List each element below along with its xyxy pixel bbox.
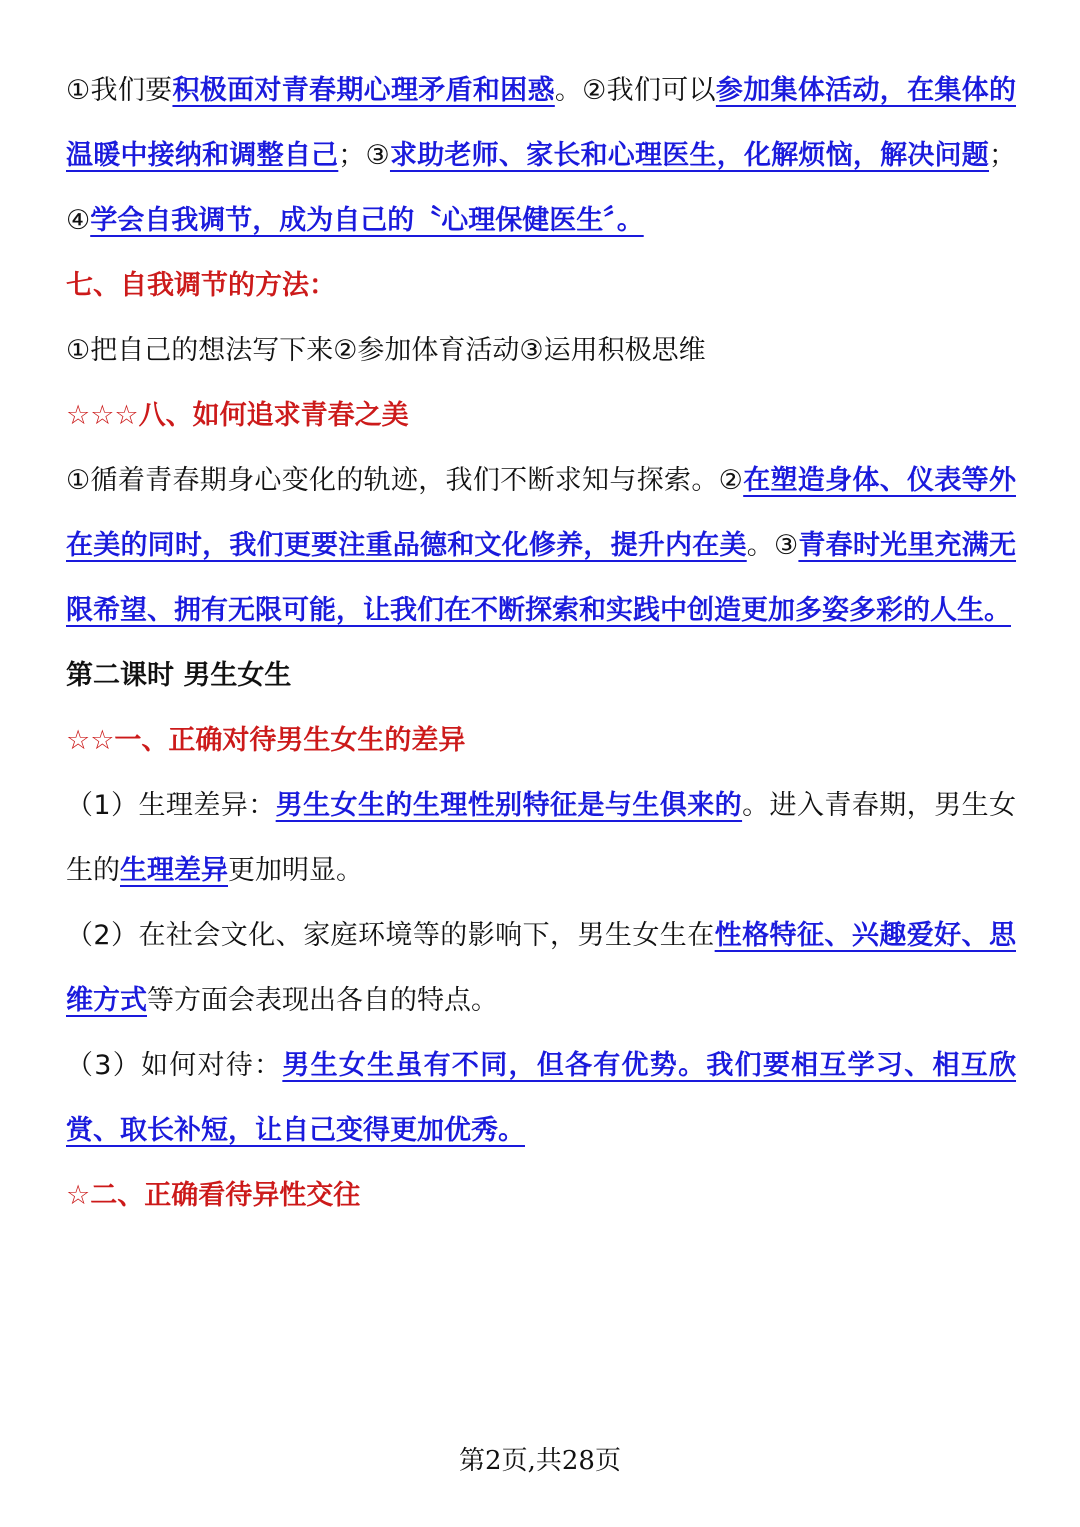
text-segment: 。②我们可以 [554, 75, 716, 106]
highlight-key-point: 求助老师、家长和心理医生，化解烦恼，解决问题 [389, 140, 990, 171]
paragraph-how-to-treat [66, 1033, 1016, 1163]
text-segment: ；④ [66, 140, 1017, 236]
text-segment: （1）生理差异： [66, 790, 276, 821]
section-heading-self-regulation: 七、自我调节的方法： [66, 270, 336, 301]
highlight-key-point: 在塑造身体、仪表等外在美的同时，我们更要注重品德和文化修养，提升内在美 [66, 465, 1016, 561]
paragraph-youth-beauty [66, 448, 1016, 643]
section-heading-youth-beauty: ☆☆☆八、如何追求青春之美 [66, 400, 409, 431]
paragraph-social-influence [66, 903, 1016, 1033]
paragraph-self-regulation-methods: ①把自己的想法写下来②参加体育活动③运用积极思维 [66, 335, 706, 366]
paragraph-physiological-differences [66, 773, 1016, 903]
text-segment: （3）如何对待： [66, 1050, 283, 1081]
highlight-key-point: 参加集体活动，在集体的温暖中接纳和调整自己 [66, 75, 1016, 171]
text-segment: 。③ [746, 530, 799, 561]
text-segment: ①我们要 [66, 75, 173, 106]
highlight-key-point: 男生女生的生理性别特征是与生俱来的 [275, 790, 743, 821]
text-segment: 。进入青春期，男生女生的 [66, 790, 1016, 886]
paragraph-psychological-conflict [66, 58, 1016, 253]
document-page [66, 58, 1016, 1228]
highlight-key-point: 性格特征、兴趣爱好、思维方式 [66, 920, 1016, 1016]
highlight-key-point: 男生女生虽有不同，但各有优势。我们要相互学习、相互欣赏、取长补短，让自己变得更加优秀。 [66, 1050, 1017, 1146]
text-segment: （2）在社会文化、家庭环境等的影响下，男生女生在 [66, 920, 715, 951]
highlight-key-point: 学会自我调节，成为自己的〝心理保健医生〞。 [90, 205, 644, 236]
text-segment: ①循着青春期身心变化的轨迹，我们不断求知与探索。② [66, 465, 744, 496]
highlight-key-point: 青春时光里充满无限希望、拥有无限可能，让我们在不断探索和实践中创造更加多姿多彩的人生。 [66, 530, 1017, 626]
highlight-key-point: 生理差异 [120, 855, 228, 886]
highlight-key-point: 积极面对青春期心理矛盾和困惑 [172, 75, 555, 106]
section-heading-opposite-sex-interaction: ☆二、正确看待异性交往 [66, 1180, 361, 1211]
page-number-footer: 第2页,共28页 [459, 1446, 621, 1476]
text-segment: 等方面会表现出各自的特点。 [147, 985, 498, 1016]
text-segment: 更加明显。 [228, 855, 363, 886]
text-segment: ；③ [338, 140, 390, 171]
lesson-title: 第二课时 男生女生 [66, 660, 292, 691]
section-heading-gender-differences: ☆☆一、正确对待男生女生的差异 [66, 725, 466, 756]
